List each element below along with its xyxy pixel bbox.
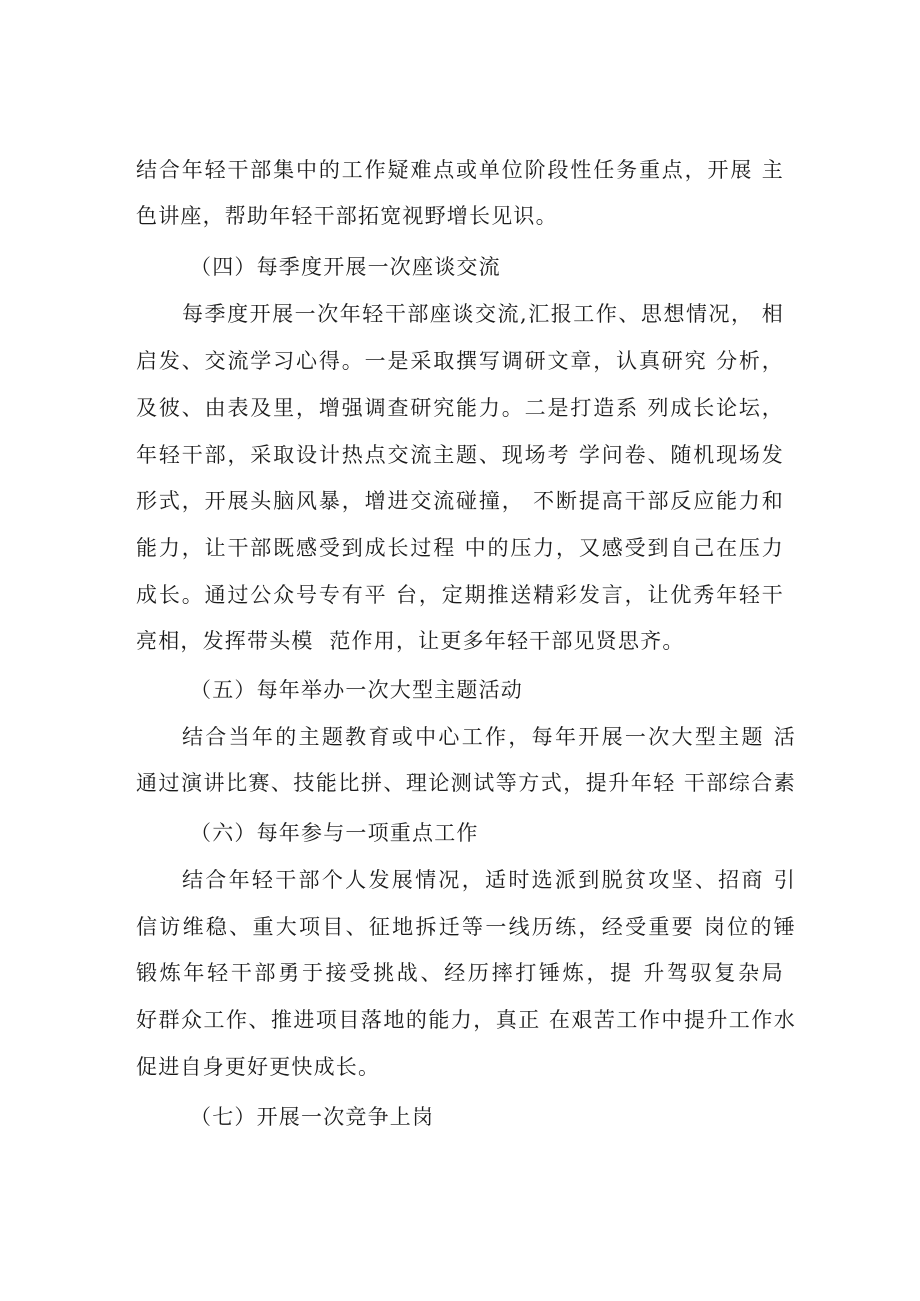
paragraph-line: 信访维稳、重大项目、征地拆迁等一线历练，经受重要 岗位的锤	[136, 915, 796, 939]
section-heading-4: （四）每季度开展一次座谈交流	[190, 255, 501, 279]
paragraph-line: 及彼、由表及里，增强调查研究能力。二是打造系 列成长论坛，	[136, 396, 784, 420]
paragraph-line: 结合年轻干部个人发展情况，适时选派到脱贫攻坚、招商 引	[182, 868, 796, 892]
paragraph-line: 启发、交流学习心得。一是采取撰写调研文章，认真研究 分析，	[136, 349, 784, 373]
paragraph-line: 锻炼年轻干部勇于接受挑战、经历摔打锤炼，提 升驾驭复杂局	[136, 961, 784, 985]
paragraph-line: 每季度开展一次年轻干部座谈交流,汇报工作、思想情况， 相	[182, 302, 784, 326]
section-heading-5: （五）每年举办一次大型主题活动	[190, 678, 523, 702]
paragraph-line: 色讲座，帮助年轻干部拓宽视野增长见识。	[136, 204, 558, 228]
paragraph-line: 亮相，发挥带头模 范作用，让更多年轻干部见贤思齐。	[136, 629, 685, 653]
paragraph-line: 促进自身更好更快成长。	[136, 1055, 381, 1079]
paragraph-line: 通过演讲比赛、技能比拼、理论测试等方式，提升年轻 干部综合素	[136, 771, 796, 795]
paragraph-line: 结合当年的主题教育或中心工作，每年开展一次大型主题 活	[182, 725, 796, 749]
paragraph-line: 成长。通过公众号专有平 台，定期推送精彩发言，让优秀年轻干	[136, 583, 784, 607]
paragraph-line: 形式，开展头脑风暴，增进交流碰撞， 不断提高干部反应能力和	[136, 489, 784, 513]
section-heading-7: （七）开展一次竞争上岗	[190, 1105, 435, 1129]
paragraph-line: 结合年轻干部集中的工作疑难点或单位阶段性任务重点，开展 主	[136, 158, 784, 182]
paragraph-line: 好群众工作、推进项目落地的能力，真正 在艰苦工作中提升工作水	[136, 1008, 796, 1032]
paragraph-line: 年轻干部，采取设计热点交流主题、现场考 学问卷、随机现场发	[136, 443, 784, 467]
section-heading-6: （六）每年参与一项重点工作	[190, 821, 479, 845]
paragraph-line: 能力，让干部既感受到成长过程 中的压力，又感受到自己在压力	[136, 536, 784, 560]
